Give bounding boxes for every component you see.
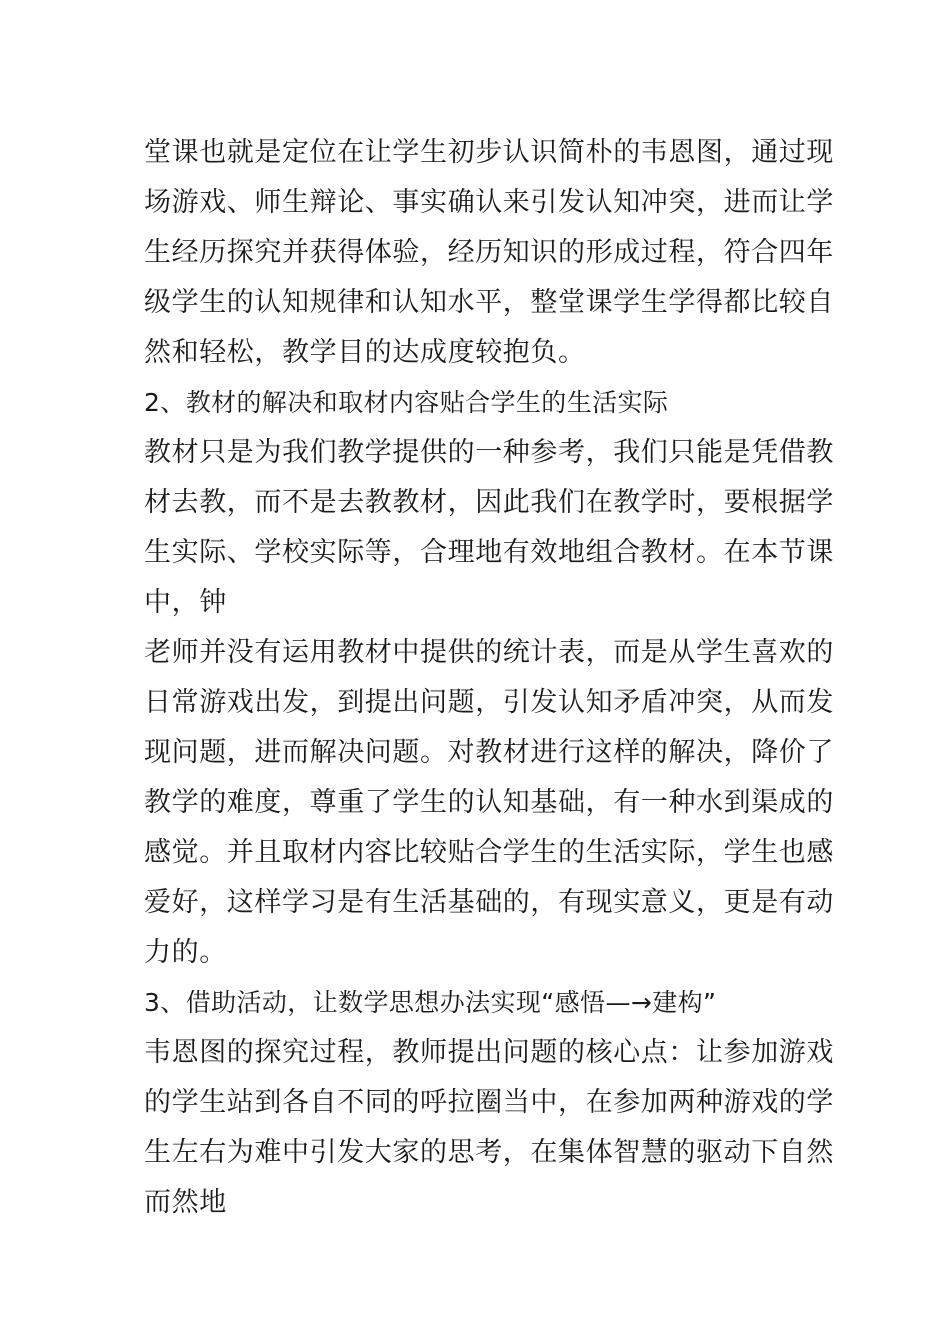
text-line: 现问题，进而解决问题。对教材进行这样的解决，降价了 [144,737,834,768]
text-line: 力的。 [144,937,227,968]
text-line: 感觉。并且取材内容比较贴合学生的生活实际，学生也感 [144,837,834,868]
paragraph-1 [144,128,834,378]
text-line: 生经历探究并获得体验，经历知识的形成过程，符合四年 [144,237,834,268]
text-line: 级学生的认知规律和认知水平，整堂课学生学得都比较自 [144,287,834,318]
text-line: 的学生站到各自不同的呼拉圈当中，在参加两种游戏的学 [144,1087,834,1118]
text-line: 爱好，这样学习是有生活基础的，有现实意义，更是有动 [144,887,834,918]
paragraph-2 [144,428,834,628]
text-line: 教材只是为我们教学提供的一种参考，我们只能是凭借教 [144,437,834,468]
text-line: 然和轻松，教学目的达成度较抱负。 [144,337,586,368]
text-line: 教学的难度，尊重了学生的认知基础，有一种水到渠成的 [144,787,834,818]
section-heading-3: 3、借助活动，让数学思想办法实现“感悟—→建构” [144,988,717,1017]
text-line: 而然地 [144,1187,227,1218]
text-line: 老师并没有运用教材中提供的统计表，而是从学生喜欢的 [144,637,834,668]
paragraph-3 [144,628,834,978]
text-line: 日常游戏出发，到提出问题，引发认知矛盾冲突，从而发 [144,687,834,718]
text-line: 材去教，而不是去教教材，因此我们在教学时，要根据学 [144,487,834,518]
text-line: 韦恩图的探究过程，教师提出问题的核心点：让参加游戏 [144,1037,834,1068]
paragraph-4 [144,1028,834,1228]
text-line: 生左右为难中引发大家的思考，在集体智慧的驱动下自然 [144,1137,834,1168]
text-line: 堂课也就是定位在让学生初步认识简朴的韦恩图，通过现 [144,137,834,168]
document-body [144,128,834,1228]
text-line: 场游戏、师生辩论、事实确认来引发认知冲突，进而让学 [144,187,834,218]
text-line: 生实际、学校实际等，合理地有效地组合教材。在本节课 [144,537,834,568]
section-heading-2: 2、教材的解决和取材内容贴合学生的生活实际 [144,388,669,417]
text-line: 中，钟 [144,587,227,618]
